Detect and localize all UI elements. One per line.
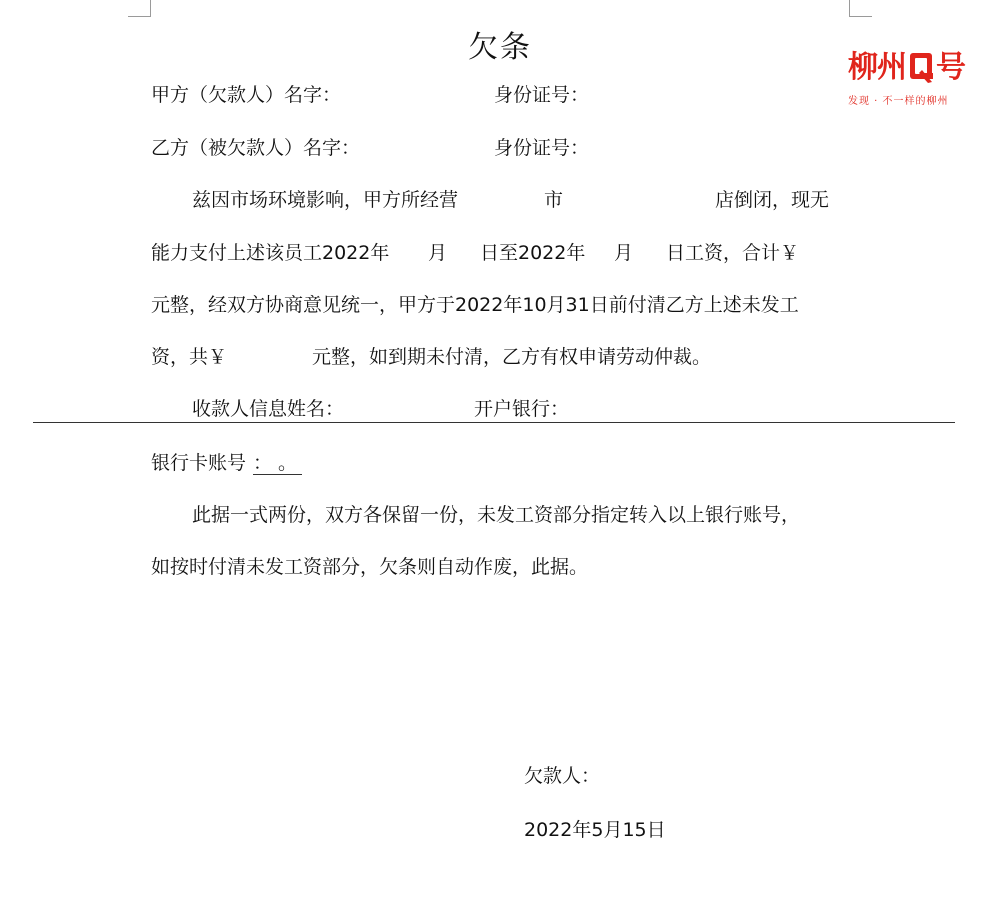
- paragraph1-line2-part1: 能力支付上述该员工2022年: [151, 242, 390, 264]
- liuzhou-q-logo: [848, 50, 974, 108]
- document-title: 欠条: [468, 30, 532, 65]
- paragraph2-line1: 此据一式两份，双方各保留一份，未发工资部分指定转入以上银行账号，: [192, 504, 801, 526]
- payee-name-label: 收款人信息姓名：: [192, 398, 345, 420]
- party-a-id-label: 身份证号：: [494, 84, 590, 106]
- paragraph1-line2-part2: 月: [428, 242, 448, 264]
- paragraph1-line4-part1: 资，共￥: [151, 346, 228, 368]
- logo-name-left: 柳州: [848, 50, 906, 85]
- logo-name-right: 号: [936, 50, 965, 85]
- paragraph1-line2-part5: 日工资，合计￥: [666, 242, 800, 264]
- party-b-id-label: 身份证号：: [494, 137, 590, 159]
- paragraph1-line4-part2: 元整，如到期未付清，乙方有权申请劳动仲裁。: [312, 346, 712, 368]
- card-number-value: ： 。: [253, 452, 298, 474]
- bank-label: 开户银行：: [474, 398, 570, 420]
- paragraph1-line1-part3: 店倒闭，现无: [715, 189, 830, 211]
- paragraph1-line2-part4: 月: [614, 242, 634, 264]
- card-number-label: 银行卡账号: [151, 452, 247, 474]
- paragraph1-line2-part3: 日至2022年: [480, 242, 586, 264]
- paragraph2-line2: 如按时付清未发工资部分，欠条则自动作废，此据。: [151, 556, 589, 578]
- paragraph1-line1-part1: 兹因市场环境影响，甲方所经营: [192, 189, 459, 211]
- crop-mark-top-left: [128, 0, 151, 17]
- document-date: 2022年5月15日: [524, 819, 666, 841]
- paragraph1-line3: 元整，经双方协商意见统一，甲方于2022年10月31日前付清乙方上述未发工: [151, 294, 799, 316]
- debtor-signature-label: 欠款人：: [524, 765, 601, 787]
- logo-slogan: 发现 · 不一样的柳州: [848, 96, 949, 107]
- crop-mark-top-right: [849, 0, 872, 17]
- party-b-name-label: 乙方（被欠款人）名字：: [151, 137, 361, 159]
- paragraph1-line1-part2: 市: [544, 189, 564, 211]
- card-number-underline: [253, 474, 302, 475]
- q-letter-icon: [908, 52, 934, 84]
- party-a-name-label: 甲方（欠款人）名字：: [151, 84, 342, 106]
- horizontal-rule: [33, 422, 955, 423]
